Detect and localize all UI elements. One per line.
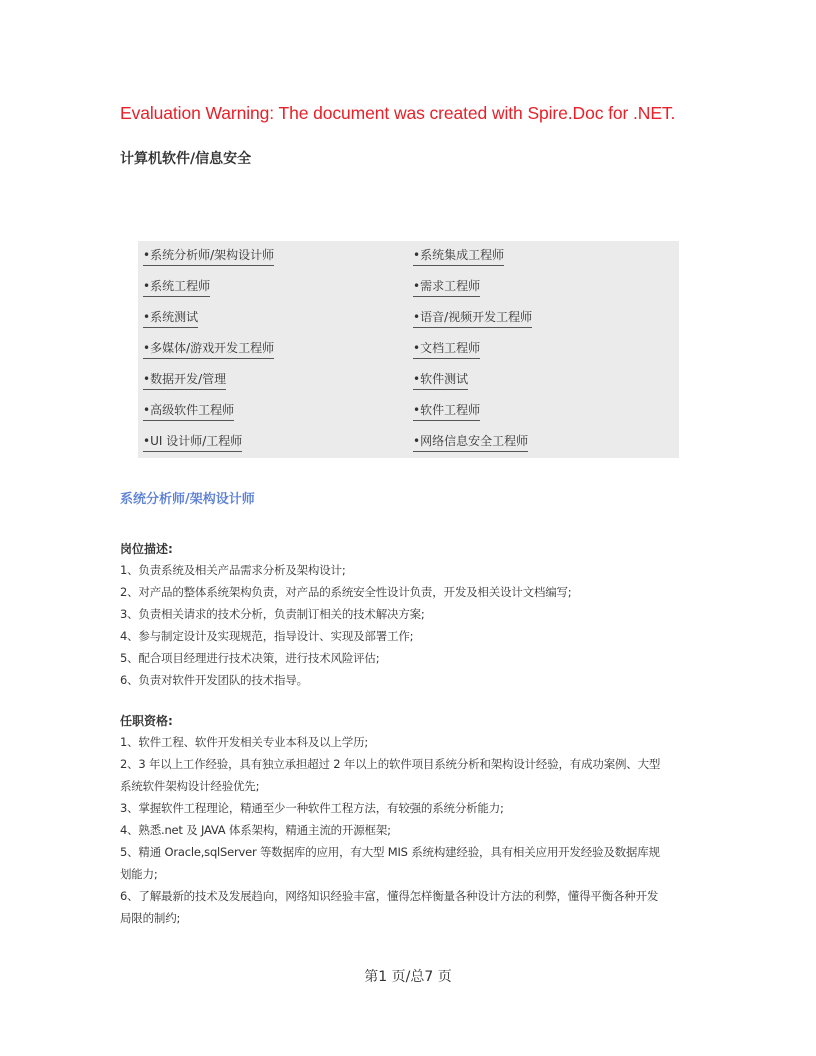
job-link-system-analyst[interactable]: •系统分析师/架构设计师 xyxy=(143,248,274,266)
description-line: 1、负责系统及相关产品需求分析及架构设计; xyxy=(120,563,346,577)
requirements-line: 5、精通 Oracle,sqlServer 等数据库的应用，有大型 MIS 系统构建经验，具有相关应用开发经验及数据库规 xyxy=(120,845,660,859)
job-link-data-dev[interactable]: •数据开发/管理 xyxy=(143,372,226,390)
job-link-system-engineer[interactable]: •系统工程师 xyxy=(143,279,210,297)
job-links-box xyxy=(138,241,679,458)
job-link-software-engineer[interactable]: •软件工程师 xyxy=(413,403,480,421)
requirements-line: 划能力; xyxy=(120,867,158,881)
job-link-software-test[interactable]: •软件测试 xyxy=(413,372,468,390)
description-line: 4、参与制定设计及实现规范，指导设计、实现及部署工作; xyxy=(120,629,414,643)
requirements-line: 6、了解最新的技术及发展趋向，网络知识经验丰富，懂得怎样衡量各种设计方法的利弊，懂得平衡各种开发 xyxy=(120,889,659,903)
job-link-ui-designer[interactable]: •UI 设计师/工程师 xyxy=(143,434,242,452)
requirements-line: 3、掌握软件工程理论，精通至少一种软件工程方法，有较强的系统分析能力; xyxy=(120,801,504,815)
requirements-line: 系统软件架构设计经验优先; xyxy=(120,779,260,793)
job-link-multimedia-game[interactable]: •多媒体/游戏开发工程师 xyxy=(143,341,274,359)
requirements-line: 1、软件工程、软件开发相关专业本科及以上学历; xyxy=(120,735,369,749)
requirements-line: 局限的制约; xyxy=(120,911,181,925)
description-line: 6、负责对软件开发团队的技术指导。 xyxy=(120,673,308,687)
section-heading: 系统分析师/架构设计师 xyxy=(120,492,255,507)
job-link-documentation-engineer[interactable]: •文档工程师 xyxy=(413,341,480,359)
job-link-system-test[interactable]: •系统测试 xyxy=(143,310,198,328)
evaluation-warning: Evaluation Warning: The document was created with Spire.Doc for .NET. xyxy=(120,103,676,123)
job-link-requirements-engineer[interactable]: •需求工程师 xyxy=(413,279,480,297)
description-line: 3、负责相关请求的技术分析，负责制订相关的技术解决方案; xyxy=(120,607,425,621)
description-line: 2、对产品的整体系统架构负责，对产品的系统安全性设计负责，开发及相关设计文档编写; xyxy=(120,585,572,599)
requirements-line: 4、熟悉.net 及 JAVA 体系架构，精通主流的开源框架; xyxy=(120,823,391,837)
job-link-senior-software-engineer[interactable]: •高级软件工程师 xyxy=(143,403,234,421)
description-line: 5、配合项目经理进行技术决策，进行技术风险评估; xyxy=(120,651,380,665)
job-link-audio-video-dev[interactable]: •语音/视频开发工程师 xyxy=(413,310,532,328)
description-heading: 岗位描述: xyxy=(120,542,173,556)
job-link-network-security-engineer[interactable]: •网络信息安全工程师 xyxy=(413,434,528,452)
job-link-system-integration[interactable]: •系统集成工程师 xyxy=(413,248,504,266)
requirements-heading: 任职资格: xyxy=(120,714,173,728)
requirements-line: 2、3 年以上工作经验，具有独立承担超过 2 年以上的软件项目系统分析和架构设计经验，有成功案例、大型 xyxy=(120,757,661,771)
page-number-footer: 第1 页/总7 页 xyxy=(364,969,452,985)
document-title: 计算机软件/信息安全 xyxy=(120,151,252,167)
